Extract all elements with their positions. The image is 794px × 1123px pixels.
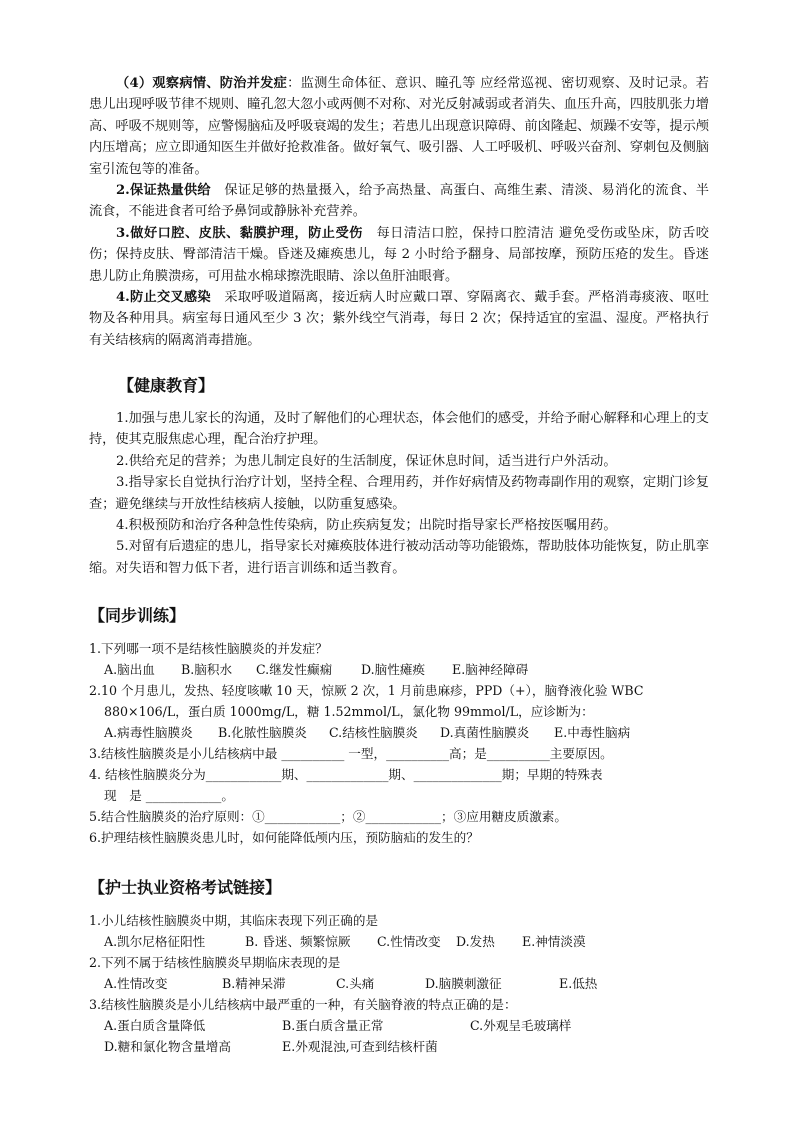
option: B. 昏迷、频繁惊厥 <box>245 934 351 949</box>
health-item: 5.对留有后遗症的患儿，指导家长对瘫痪肢体进行被动活动等功能锻炼，帮助肢体功能恢复，防止肌挛缩。对失语和智力低下者，进行语言训练和适当教育。 <box>89 539 709 576</box>
paragraph-title: （4）观察病情、防治并发症 <box>116 76 288 91</box>
option: E.神情淡漠 <box>522 934 586 949</box>
option: C.头痛 <box>336 976 375 991</box>
nursing-paragraph-1: （4）观察病情、防治并发症：监测生命体征、意识、瞳孔等 应经常巡视、密切观察、及时记录。若患儿出现呼吸节律不规则、瞳孔忽大忽小或两侧不对称、对光反射减弱或者消失、血压升高，四肢肌张力增高、呼吸不规则等，应警惕脑疝及呼吸衰竭的发生；若患儿出现意识障碍、前囟隆起、烦躁不安等，提示颅内压增高；应立即通知医生并做好抢救准备。做好氧气、吸引器、人工呼吸机、呼吸兴奋剂、穿刺包及侧脑室引流包等的准备。 <box>89 76 709 177</box>
option: D.脑性瘫痪 <box>361 662 426 677</box>
option: E.中毒性脑病 <box>554 725 631 740</box>
exam-question-1: 1.小儿结核性脑膜炎中期，其临床表现下列正确的是 <box>89 913 379 928</box>
exam-heading: 【护士执业资格考试链接】 <box>89 878 282 897</box>
option: A.性情改变 <box>104 976 168 991</box>
option: A.蛋白质含量降低 <box>104 1018 206 1033</box>
exam-q3-options-row-2 <box>104 1037 704 1056</box>
exam-q1-options <box>104 932 704 951</box>
option: C.继发性癫痫 <box>256 662 333 677</box>
training-question-5: 5.结合性脑膜炎的治疗原则：①____________；②____________；③应用糖皮质激素。 <box>89 809 567 824</box>
training-question-3: 3.结核性脑膜炎是小儿结核病中最 __________ 一型，__________高；是__________主要原因。 <box>89 746 613 761</box>
training-question-6: 6.护理结核性脑膜炎患儿时，如何能降低颅内压，预防脑疝的发生的？ <box>89 830 479 845</box>
nursing-paragraph-3: 3.做好口腔、皮肤、黏膜护理，防止受伤 每日清洁口腔，保持口腔清洁 避免受伤或坠床，防舌咬伤；保持皮肤、臀部清洁干燥。昏迷及瘫痪患儿，每 2 小时给予翻身、局部按摩，预防压疮的发生。昏迷患儿防止角膜溃疡，可用盐水棉球擦洗眼睛、涂以鱼肝油眼膏。 <box>89 225 709 284</box>
option: A.脑出血 <box>104 662 155 677</box>
option: E.低热 <box>559 976 598 991</box>
paragraph-title: 4.防止交叉感染 <box>116 290 211 306</box>
training-question-4-line-2: 现 是 ____________。 <box>104 788 234 803</box>
option: C.结核性脑膜炎 <box>329 725 418 740</box>
training-question-2-line-2: 880×106/L，蛋白质 1000mg/L，糖 1.52mmol/L，氯化物 99mmol/L，应诊断为： <box>104 704 594 719</box>
option: D.发热 <box>456 934 495 949</box>
training-question-1: 1.下列哪一项不是结核性脑膜炎的并发症？ <box>89 641 328 656</box>
training-q2-options <box>104 723 704 742</box>
option: B.蛋白质含量正常 <box>282 1018 384 1033</box>
health-education-heading: 【健康教育】 <box>118 376 215 395</box>
training-q1-options <box>104 660 704 679</box>
nursing-section <box>89 73 709 351</box>
training-heading: 【同步训练】 <box>89 606 186 625</box>
paragraph-title: 2.保证热量供给 <box>116 183 211 199</box>
option: D.糖和氯化物含量增高 <box>104 1039 231 1054</box>
health-item: 4.积极预防和治疗各种急性传染病，防止疾病复发；出院时指导家长严格按医嘱用药。 <box>116 518 617 534</box>
exam-q2-options <box>104 974 704 993</box>
training-question-2-line-1: 2.10 个月患儿，发热、轻度咳嗽 10 天，惊厥 2 次，1 月前患麻疹，PPD（+），脑脊液化验 WBC <box>89 683 644 698</box>
health-item: 1.加强与患儿家长的沟通，及时了解他们的心理状态，体会他们的感受，并给予耐心解释和心理上的支持，使其克服焦虑心理，配合治疗护理。 <box>89 411 709 448</box>
exam-question-2: 2.下列不属于结核性脑膜炎早期临床表现的是 <box>89 955 341 970</box>
exam-q3-options-row-1 <box>104 1016 704 1035</box>
training-question-4-line-1: 4. 结核性脑膜炎分为____________期、_____________期、______________期；早期的特殊表 <box>89 767 603 782</box>
health-education-section <box>89 408 709 579</box>
nursing-paragraph-2: 2.保证热量供给 保证足够的热量摄入，给予高热量、高蛋白、高维生素、清淡、易消化的流食、半流食，不能进食者可给予鼻饲或静脉补充营养。 <box>89 183 709 220</box>
option: D.真菌性脑膜炎 <box>440 725 530 740</box>
option: B.化脓性脑膜炎 <box>218 725 307 740</box>
option: B.精神呆滞 <box>222 976 286 991</box>
option: C.性情改变 <box>377 934 441 949</box>
option: C.外观呈毛玻璃样 <box>470 1018 572 1033</box>
option: A.凯尔尼格征阳性 <box>104 934 206 949</box>
nursing-paragraph-4: 4.防止交叉感染 采取呼吸道隔离，接近病人时应戴口罩、穿隔离衣、戴手套。严格消毒痰液、呕吐物及各种用具。病室每日通风至少 3 次；紫外线空气消毒，每日 2 次；保持适宜的室温、湿度。严格执行有关结核病的隔离消毒措施。 <box>89 290 709 348</box>
health-item: 3.指导家长自觉执行治疗计划，坚持全程、合理用药，并作好病情及药物毒副作用的观察，定期门诊复查；避免继续与开放性结核病人接触，以防重复感染。 <box>89 475 709 512</box>
exam-question-3: 3.结核性脑膜炎是小儿结核病中最严重的一种，有关脑脊液的特点正确的是： <box>89 997 517 1012</box>
health-item: 2.供给充足的营养；为患儿制定良好的生活制度，保证休息时间，适当进行户外活动。 <box>116 453 617 469</box>
option: E.外观混浊,可查到结核杆菌 <box>282 1039 438 1054</box>
option: A.病毒性脑膜炎 <box>104 725 193 740</box>
option: E.脑神经障碍 <box>452 662 529 677</box>
option: B.脑积水 <box>181 662 233 677</box>
paragraph-title: 3.做好口腔、皮肤、黏膜护理，防止受伤 <box>116 225 363 241</box>
option: D.脑膜刺激征 <box>425 976 502 991</box>
